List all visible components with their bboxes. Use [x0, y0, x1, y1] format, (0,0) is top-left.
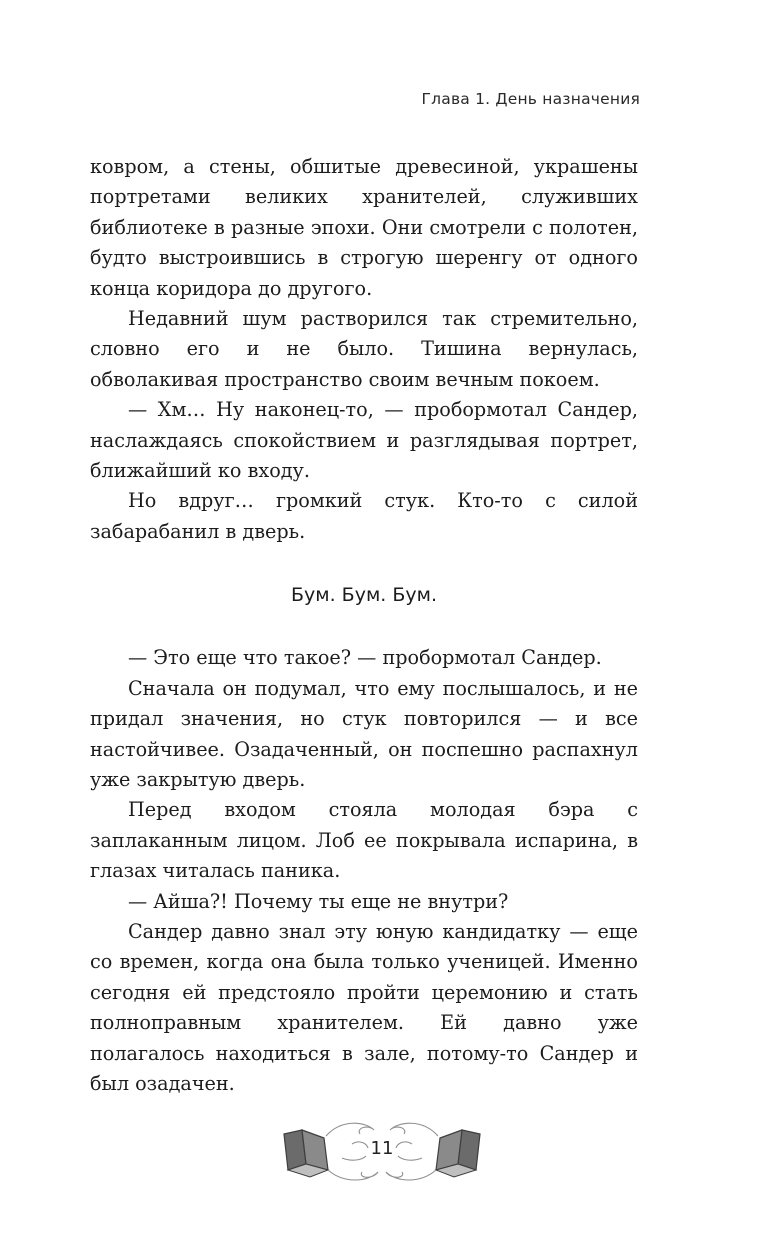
page-body [90, 152, 638, 1099]
paragraph: — Хм… Ну наконец-то, — пробормотал Сандер, наслаждаясь спокойствием и разглядывая портрет, ближайший ко входу. [90, 398, 638, 483]
paragraph: — Это еще что такое? — пробормотал Сандер. [128, 646, 602, 670]
paragraph: ковром, а стены, обшитые древесиной, украшены портретами великих хранителей, служивших библиотеке в разные эпохи. Они смотрели с полотен, будто выстроившись в строгую шеренгу от одного конца коридора до другого. [90, 155, 638, 300]
paragraph: Сандер давно знал эту юную кандидатку — еще со времен, когда она была только ученицей. Именно сегодня ей предстояло пройти церемонию и стать полноправным хранителем. Ей давно уже полагалось находиться в зале, потому-то Сандер и был озадачен. [90, 919, 638, 1095]
paragraph: Но вдруг… громкий стук. Кто-то с силой забарабанил в дверь. [90, 489, 638, 543]
paragraph: Недавний шум растворился так стремительно, словно его и не было. Тишина вернулась, обволакивая пространство своим вечным покоем. [90, 307, 638, 391]
paragraph: — Айша?! Почему ты еще не внутри? [128, 889, 509, 913]
page-number: 11 [370, 1138, 394, 1159]
paragraph: Перед входом стояла молодая бэра с заплаканным лицом. Лоб ее покрывала испарина, в глазах читалась паника. [90, 798, 638, 883]
spacer [90, 547, 638, 580]
sound-line: Бум. Бум. Бум. [290, 584, 438, 607]
spacer [90, 610, 638, 643]
running-head: Глава 1. День назначения [421, 90, 640, 108]
page-number-ornament [282, 1100, 482, 1200]
paragraph: Сначала он подумал, что ему послышалось, и не придал значения, но стук повторился — и все настойчивее. Озадаченный, он поспешно распахнул уже закрытую дверь. [90, 676, 638, 791]
